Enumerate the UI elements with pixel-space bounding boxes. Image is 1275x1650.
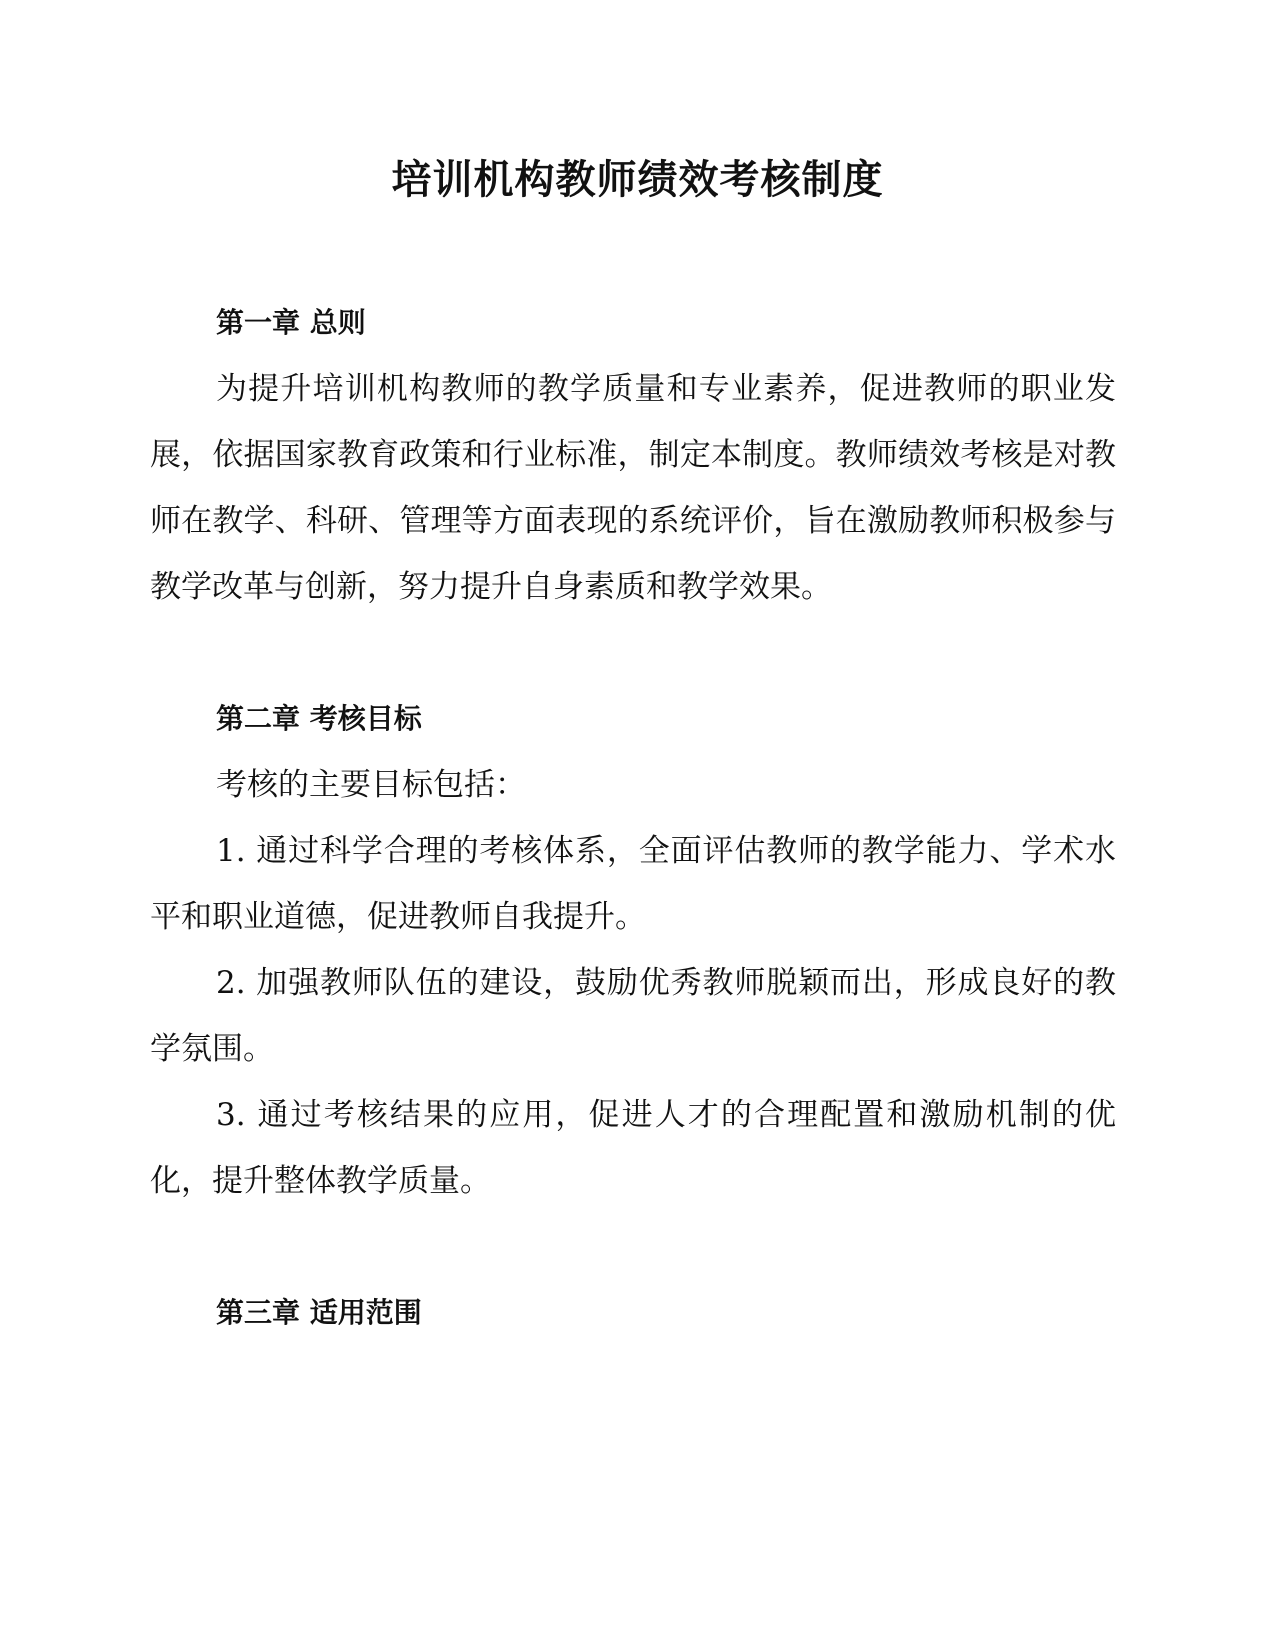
chapter-heading: 第二章 考核目标: [216, 702, 422, 735]
section-spacer: [150, 1214, 1116, 1280]
document-title: 培训机构教师绩效考核制度: [391, 157, 884, 203]
paragraph: 考核的主要目标包括：: [216, 767, 526, 803]
paragraph: 为提升培训机构教师的教学质量和专业素养，促进教师的职业发展，依据国家教育政策和行业标准，制定本制度。教师绩效考核是对教师在教学、科研、管理等方面表现的系统评价，旨在激励教师积极参与教学改革与创新，努力提升自身素质和教学效果。: [150, 371, 1116, 605]
chapter-2: [150, 686, 1116, 1214]
list-item: 1. 通过科学合理的考核体系，全面评估教师的教学能力、学术水平和职业道德，促进教师自我提升。: [150, 833, 1116, 935]
chapter-3: [150, 1280, 1116, 1346]
document-body: [150, 290, 1116, 1346]
list-item: 2. 加强教师队伍的建设，鼓励优秀教师脱颖而出，形成良好的教学氛围。: [150, 965, 1116, 1067]
list-item: 3. 通过考核结果的应用，促进人才的合理配置和激励机制的优化，提升整体教学质量。: [150, 1097, 1116, 1199]
chapter-heading: 第一章 总则: [216, 306, 366, 339]
chapter-1: [150, 290, 1116, 620]
section-spacer: [150, 620, 1116, 686]
chapter-heading: 第三章 适用范围: [216, 1296, 422, 1329]
